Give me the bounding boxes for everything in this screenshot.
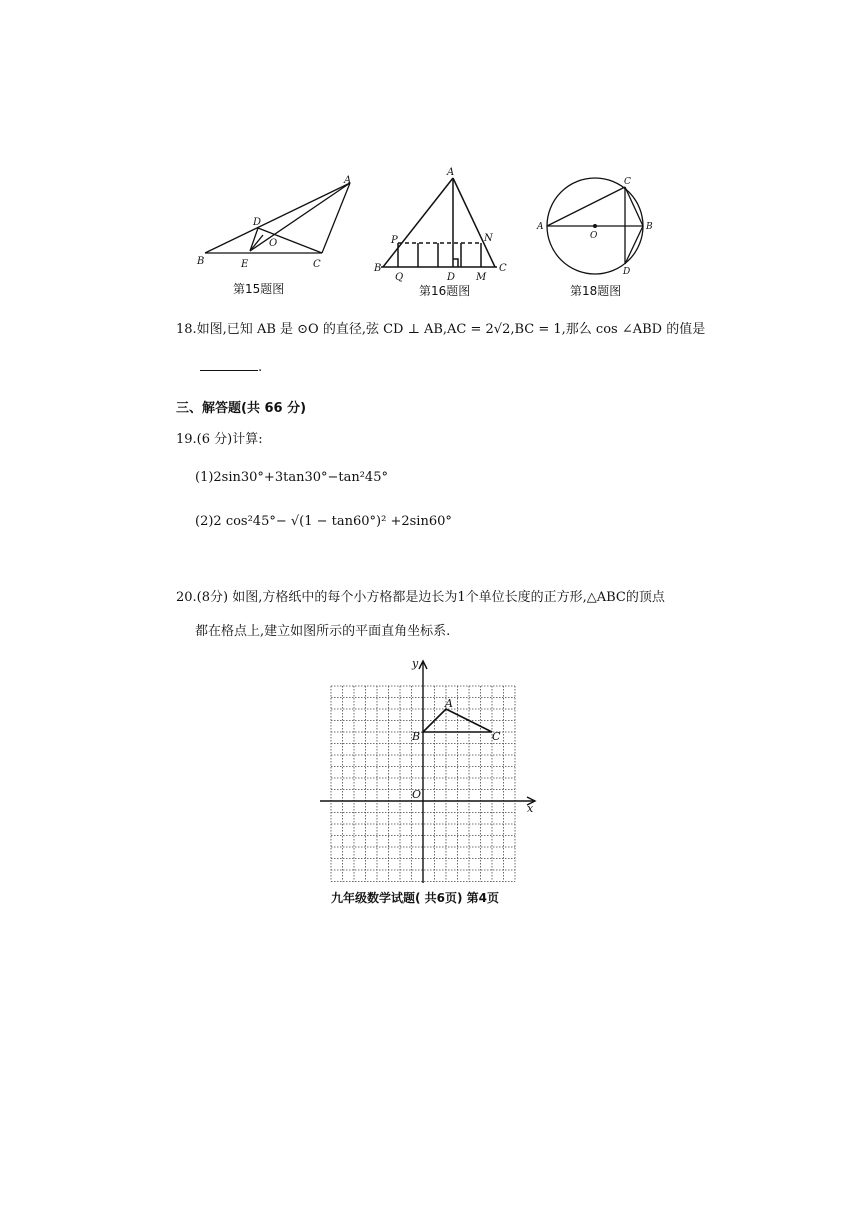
coordinate-grid-figure xyxy=(315,655,545,885)
fig16-caption: 第16题图 xyxy=(419,284,471,298)
axis-x-label: x xyxy=(527,802,534,815)
svg-text:D: D xyxy=(253,217,262,228)
svg-text:O: O xyxy=(590,231,598,241)
svg-text:C: C xyxy=(313,259,321,270)
section-3-title: 三、解答题(共 66 分) xyxy=(176,401,307,416)
svg-text:C: C xyxy=(499,263,507,274)
axis-y-label: y xyxy=(412,657,419,670)
svg-text:O: O xyxy=(269,238,278,249)
figure-16 xyxy=(373,163,513,283)
svg-text:B: B xyxy=(374,263,382,274)
question-20-line-2: 都在格点上,建立如图所示的平面直角坐标系. xyxy=(195,624,451,639)
question-19-part-2: (2)2 cos²45°− √(1 − tan60°)² +2sin60° xyxy=(195,514,452,529)
svg-text:P: P xyxy=(391,235,398,246)
svg-text:C: C xyxy=(624,177,631,187)
fig15-caption: 第15题图 xyxy=(233,282,285,296)
question-18-answer-line xyxy=(200,358,262,376)
question-19-part-1: (1)2sin30°+3tan30°−tan²45° xyxy=(195,470,388,485)
point-b-label: B xyxy=(412,730,421,743)
svg-text:E: E xyxy=(241,259,249,270)
svg-text:D: D xyxy=(447,272,456,283)
svg-text:A: A xyxy=(537,222,544,232)
page-footer: 九年级数学试题( 共6页) 第4页 xyxy=(331,891,500,905)
point-a-label: A xyxy=(445,697,453,710)
question-20-line-1: 20.(8分) 如图,方格纸中的每个小方格都是边长为1个单位长度的正方形,△ABC的顶点 xyxy=(176,590,665,605)
fig18-caption: 第18题图 xyxy=(570,284,622,298)
question-18-text: 18.如图,已知 AB 是 ⊙O 的直径,弦 CD ⊥ AB,AC = 2√2,BC = 1,那么 cos ∠ABD 的值是 xyxy=(176,322,706,337)
figure-18 xyxy=(535,172,660,282)
svg-text:B: B xyxy=(646,222,653,232)
svg-text:M: M xyxy=(476,272,487,283)
svg-text:Q: Q xyxy=(395,272,404,283)
figure-15 xyxy=(195,170,365,270)
svg-text:A: A xyxy=(344,175,352,186)
svg-text:D: D xyxy=(623,267,631,277)
origin-label: O xyxy=(412,788,422,801)
svg-text:A: A xyxy=(447,167,455,178)
question-19-title: 19.(6 分)计算: xyxy=(176,432,263,447)
answer-blank-suffix: . xyxy=(258,360,263,375)
point-c-label: C xyxy=(492,730,501,743)
svg-text:B: B xyxy=(197,256,205,267)
answer-blank xyxy=(200,358,258,371)
svg-text:N: N xyxy=(484,233,493,244)
